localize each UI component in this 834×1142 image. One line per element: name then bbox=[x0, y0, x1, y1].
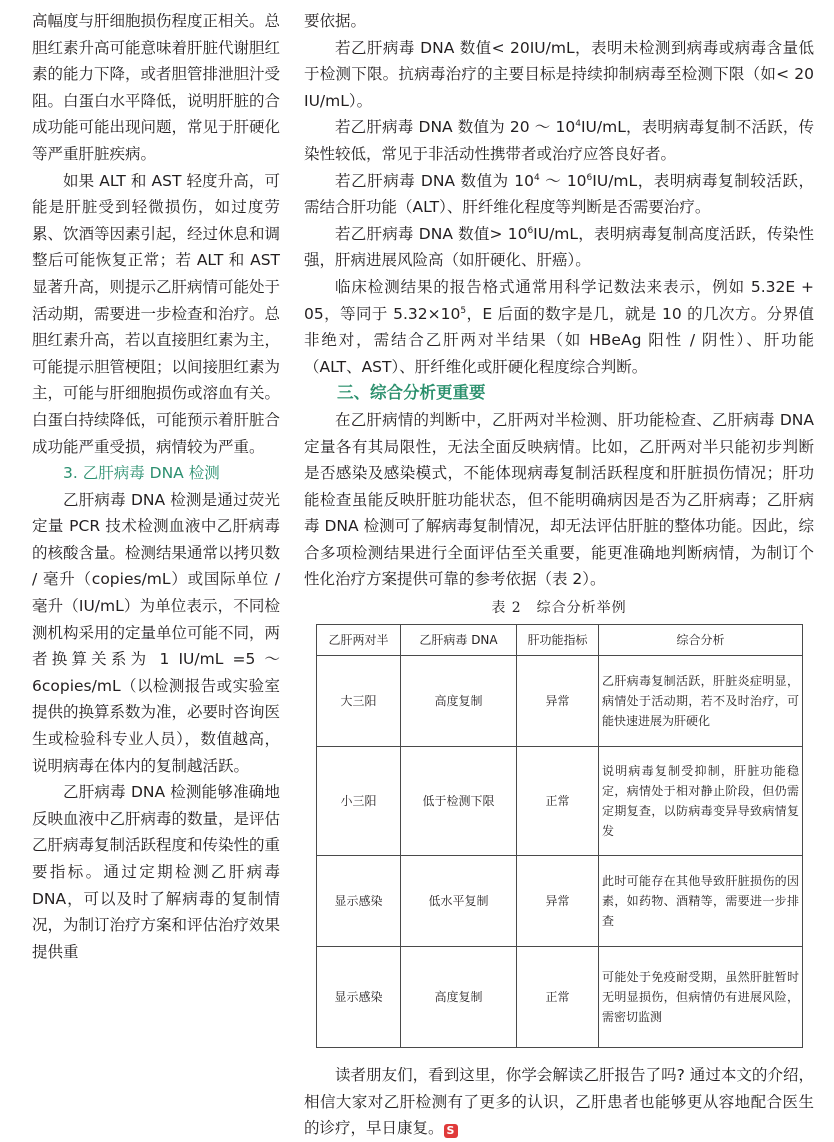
table-cell: 正常 bbox=[517, 747, 599, 856]
table-cell: 异常 bbox=[517, 656, 599, 747]
table-cell: 显示感染 bbox=[317, 947, 401, 1048]
table-cell: 说明病毒复制受抑制，肝脏功能稳定，病情处于相对静止阶段，但仍需定期复查，以防病毒变异导致病情复发 bbox=[599, 747, 803, 856]
paragraph: 要依据。 bbox=[304, 12, 367, 30]
paragraph: 若乙肝病毒 DNA 数值< 20IU/mL，表明未检测到病毒或病毒含量低于检测下限。抗病毒治疗的主要目标是持续抑制病毒至检测下限（如< 20 IU/mL）。 bbox=[304, 38, 814, 110]
left-column bbox=[32, 8, 280, 965]
table-cell: 显示感染 bbox=[317, 856, 401, 947]
header-cell: 综合分析 bbox=[599, 625, 803, 656]
table-cell: 低于检测下限 bbox=[401, 747, 517, 856]
table-cell: 小三阳 bbox=[317, 747, 401, 856]
end-mark-icon: S bbox=[444, 1124, 458, 1138]
table-cell: 高度复制 bbox=[401, 656, 517, 747]
paragraph: 在乙肝病情的判断中，乙肝两对半检测、肝功能检查、乙肝病毒 DNA 定量各有其局限性，无法全面反映病情。比如，乙肝两对半只能初步判断是否感染及感染模式，不能体现病毒复制活跃程度和肝脏损伤情况；肝功能检查虽能反映肝脏功能状态，但不能明确病因是否为乙肝病毒；乙肝病毒 DNA 检测可了解病毒复制情况，却无法评估肝脏的整体功能。因此，综合多项检测结果进行全面评估至关重要，能更准确地判断病情，为制订个性化治疗方案提供可靠的参考依据（表 2）。 bbox=[304, 410, 814, 589]
table-cell: 此时可能存在其他导致肝脏损伤的因素，如药物、酒精等，需要进一步排查 bbox=[599, 856, 803, 947]
paragraph: 乙肝病毒 DNA 检测是通过荧光定量 PCR 技术检测血液中乙肝病毒的核酸含量。检测结果通常以拷贝数 / 毫升（copies/mL）或国际单位 / 毫升（IU/mL）为单位表示，不同检测机构采用的定量单位可能不同，两者换算关系为 1 IU/mL =5 ～ 6copies/mL（以检测报告或实验室提供的换算系数为准，必要时咨询医生或检验科专业人员），数值越高，说明病毒在体内的复制越活跃。 bbox=[32, 490, 281, 775]
header-cell: 乙肝两对半 bbox=[317, 625, 401, 656]
closing-paragraph: 读者朋友们，看到这里，你学会解读乙肝报告了吗? 通过本文的介绍，相信大家对乙肝检测有了更多的认识，乙肝患者也能够更从容地配合医生的诊疗，早日康复。 S bbox=[304, 1066, 814, 1138]
header-cell: 肝功能指标 bbox=[517, 625, 599, 656]
table-cell: 乙肝病毒复制活跃，肝脏炎症明显，病情处于活动期，若不及时治疗，可能快速进展为肝硬化 bbox=[599, 656, 803, 747]
table-row bbox=[317, 947, 803, 1048]
paragraph: 若乙肝病毒 DNA 数值为 $10^4$ ～ $10^6IU/mL$，表明病毒复制较活跃，需结合肝功能（ALT）、肝纤维化程度等判断是否需要治疗。 bbox=[304, 171, 815, 217]
paragraph: 高幅度与肝细胞损伤程度正相关。总胆红素升高可能意味着肝脏代谢胆红素的能力下降，或者胆管排泄胆汁受阻。白蛋白水平降低，说明肝脏的合成功能可能出现问题，常见于肝硬化等严重肝脏疾病。 bbox=[32, 12, 281, 163]
table-cell: 高度复制 bbox=[401, 947, 517, 1048]
table-cell: 低水平复制 bbox=[401, 856, 517, 947]
paragraph: 若乙肝病毒 DNA 数值> $10^6IU/mL$，表明病毒复制高度活跃，传染性强，肝病进展风险高（如肝硬化、肝癌）。 bbox=[304, 224, 814, 270]
table-cell: 可能处于免疫耐受期，虽然肝脏暂时无明显损伤，但病情仍有进展风险，需密切监测 bbox=[599, 947, 803, 1048]
header-cell: 乙肝病毒 DNA bbox=[401, 625, 517, 656]
table-cell: 异常 bbox=[517, 856, 599, 947]
paragraph: 临床检测结果的报告格式通常用科学记数法来表示，例如 5.32E + 05，等同于 $5.32\times 10^5$，E 后面的数字是几，就是 10 的几次方。分界值非绝对，需结合乙肝两对半结果（如 HBeAg 阳性 / 阴性）、肝功能（ALT、AST）、肝纤维化或肝硬化程度综合判断。 bbox=[304, 277, 814, 376]
right-column bbox=[304, 8, 814, 1142]
paragraph: 如果 ALT 和 AST 轻度升高，可能是肝脏受到轻微损伤，如过度劳累、饮酒等因素引起，经过休息和调整后可能恢复正常；若 ALT 和 AST 显著升高，则提示乙肝病情可能处于活动期，需要进一步检查和治疗。总胆红素升高，若以直接胆红素为主，可能提示胆管梗阻；以间接胆红素为主，可能与肝细胞损伤或溶血有关。白蛋白持续降低，可能预示着肝脏合成功能严重受损，病情较为严重。 bbox=[32, 171, 281, 456]
paragraph: 乙肝病毒 DNA 检测能够准确地反映血液中乙肝病毒的数量，是评估乙肝病毒复制活跃程度和传染性的重要指标。通过定期检测乙肝病毒 DNA，可以及时了解病毒的复制情况，为制订治疗方案和评估治疗效果提供重 bbox=[32, 783, 281, 961]
table-caption: 表 2 综合分析举例 bbox=[491, 600, 627, 617]
table-cell: 大三阳 bbox=[317, 656, 401, 747]
analysis-table bbox=[316, 624, 803, 1048]
table-row bbox=[317, 747, 803, 856]
table-header-row bbox=[317, 625, 803, 656]
table-row bbox=[317, 656, 803, 747]
table-cell: 正常 bbox=[517, 947, 599, 1048]
subheading-hbv-dna: 3. 乙肝病毒 DNA 检测 bbox=[63, 464, 220, 483]
section-heading: 三、综合分析更重要 bbox=[337, 383, 486, 403]
paragraph: 若乙肝病毒 DNA 数值为 20 ～ $10^4IU/mL$，表明病毒复制不活跃，传染性较低，常见于非活动性携带者或治疗应答良好者。 bbox=[304, 118, 814, 163]
table-row bbox=[317, 856, 803, 947]
